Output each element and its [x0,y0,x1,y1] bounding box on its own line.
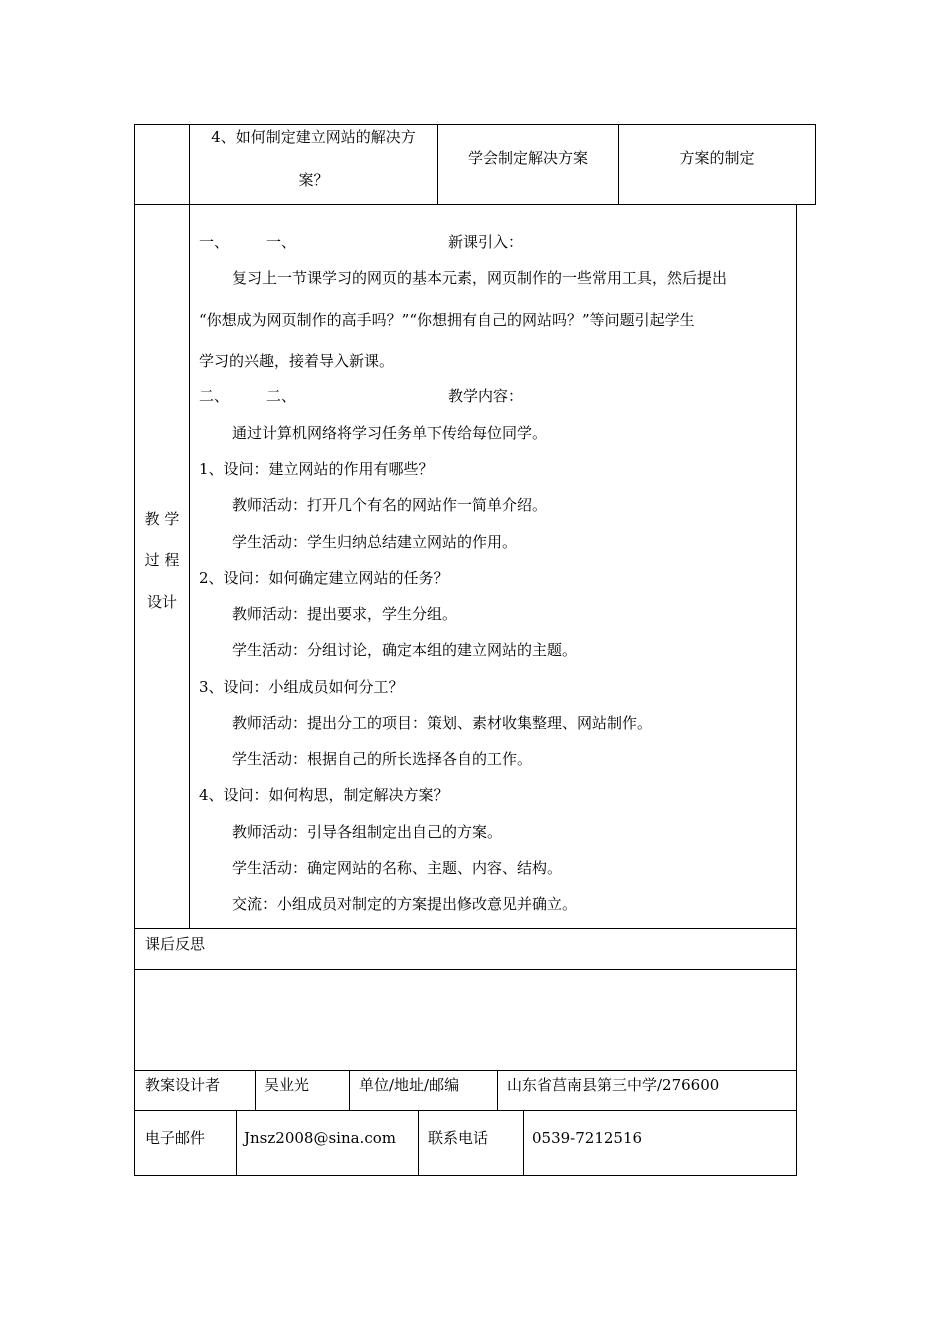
process-label-line1: 教 学 [144,510,180,528]
table-line-footer2-col3 [523,1110,524,1176]
question-3: 3、设问：小组成员如何分工？ [199,678,404,696]
table-border-left [134,124,135,1176]
table-line-footer1-col3 [497,1070,498,1111]
learning-focus: 方案的制定 [679,149,755,167]
table-line-reflection-bottom [134,1070,797,1071]
section1-number: 一、 [199,233,230,251]
phone-value: 0539-7212516 [532,1129,643,1147]
section2-title: 教学内容： [448,387,524,405]
section2-number-repeat: 二、 [266,387,297,405]
table-line-footer1-col2 [349,1070,350,1111]
email-value: Jnsz2008@sina.com [244,1129,396,1147]
table-border-top [134,124,816,125]
table-line-process-left [189,204,190,929]
question-4: 4、设问：如何构思，制定解决方案？ [199,786,449,804]
table-line-footer2-col1 [236,1110,237,1176]
section2-number: 二、 [199,387,230,405]
question-3-teacher: 教师活动：提出分工的项目：策划、素材收集整理、网站制作。 [232,714,653,732]
question-1: 1、设问：建立网站的作用有哪些？ [199,460,434,478]
question-4-student: 学生活动：确定网站的名称、主题、内容、结构。 [232,859,563,877]
learning-goal: 学会制定解决方案 [467,149,588,167]
question-2-student: 学生活动：分组讨论，确定本组的建立网站的主题。 [232,641,578,659]
process-label-line3: 设计 [146,593,177,611]
question-2: 2、设问：如何确定建立网站的任务？ [199,569,449,587]
phone-label: 联系电话 [428,1129,489,1147]
table-line-footer1-col1 [255,1070,256,1111]
table-line-process-bottom [134,928,797,929]
table-line-row1-bottom [134,204,816,205]
intro-paragraph-line2: “你想成为网页制作的高手吗？”“你想拥有自己的网站吗？”等问题引起学生 [199,311,695,329]
reflection-label: 课后反思 [145,935,206,953]
table-line-row1-right [815,124,816,205]
table-line-footer-middle [134,1110,797,1111]
intro-paragraph-line3: 学习的兴趣，接着导入新课。 [199,352,395,370]
question-4-line1: 4、如何制定建立网站的解决方 [211,128,416,146]
unit-label: 单位/地址/邮编 [359,1076,460,1094]
email-label: 电子邮件 [145,1129,206,1147]
question-4-line2: 案？ [298,171,329,189]
designer-name: 吴业光 [264,1076,310,1094]
question-3-student: 学生活动：根据自己的所长选择各自的工作。 [232,750,533,768]
process-label-line2: 过 程 [144,551,180,569]
section1-number-repeat: 一、 [266,233,297,251]
unit-value: 山东省莒南县第三中学/276600 [507,1076,720,1094]
intro-paragraph-line1: 复习上一节课学习的网页的基本元素，网页制作的一些常用工具，然后提出 [232,269,728,287]
task-intro: 通过计算机网络将学习任务单下传给每位同学。 [232,424,548,442]
question-4-exchange: 交流：小组成员对制定的方案提出修改意见并确立。 [232,895,578,913]
table-border-right [796,204,797,1176]
question-2-teacher: 教师活动：提出要求，学生分组。 [232,605,458,623]
table-border-bottom [134,1175,797,1176]
question-4-teacher: 教师活动：引导各组制定出自己的方案。 [232,823,503,841]
question-1-student: 学生活动：学生归纳总结建立网站的作用。 [232,533,518,551]
table-line-reflection-label-bottom [134,969,797,970]
table-line-footer2-col2 [418,1110,419,1176]
question-1-teacher: 教师活动：打开几个有名的网站作一简单介绍。 [232,496,548,514]
designer-label: 教案设计者 [145,1076,221,1094]
section1-title: 新课引入： [448,233,524,251]
